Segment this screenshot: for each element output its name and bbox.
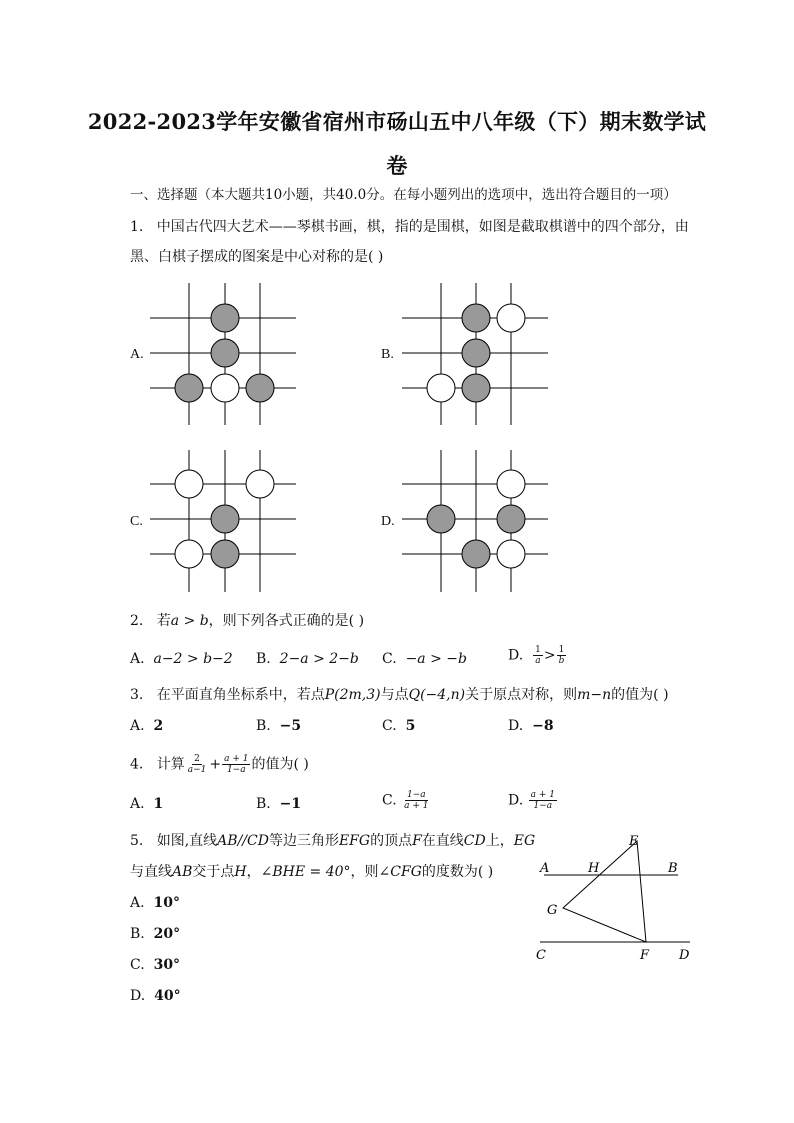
plus-sign: + <box>209 756 222 773</box>
white-stone <box>175 470 203 498</box>
black-stone <box>211 540 239 568</box>
q2-option-d[interactable] <box>508 645 567 666</box>
stem-math: AB//CD <box>217 833 269 849</box>
stem-math: F <box>412 833 422 849</box>
denominator: a + 1 <box>404 801 429 811</box>
stem-text: 在直线 <box>421 833 464 849</box>
stem-text: 关于原点对称，则 <box>465 687 578 703</box>
question-number: 4. <box>130 756 144 773</box>
option-text: −5 <box>279 718 302 734</box>
fraction <box>402 790 430 811</box>
white-stone <box>175 540 203 568</box>
black-stone <box>246 374 274 402</box>
q4-option-a[interactable] <box>130 795 163 813</box>
q5-option-b[interactable] <box>130 925 180 943</box>
question-2-stem <box>130 612 364 630</box>
white-stone <box>427 374 455 402</box>
option-text: 5 <box>405 718 416 734</box>
stem-math: H <box>234 864 247 880</box>
q2-option-c[interactable] <box>382 650 467 668</box>
white-stone <box>497 304 525 332</box>
denominator: 1−a <box>533 801 553 811</box>
denominator: a−1 <box>187 765 207 775</box>
stem-text: 交于点 <box>192 864 235 880</box>
stem-text: ，则下列各式正确的是( ) <box>208 613 365 629</box>
option-text: 1 <box>153 796 164 812</box>
label-g: G <box>547 903 558 918</box>
option-label: B. <box>130 926 145 942</box>
q1-option-b-label[interactable]: B. <box>381 347 394 362</box>
option-label: A. <box>130 895 145 911</box>
q2-option-b[interactable] <box>256 650 359 668</box>
black-stone <box>462 339 490 367</box>
numerator: 2 <box>194 754 200 764</box>
stem-math: ∠CFG <box>378 864 422 880</box>
label-a: A <box>540 861 550 876</box>
stem-text: 的顶点 <box>370 833 413 849</box>
label-h: H <box>588 861 600 876</box>
option-label: C. <box>130 957 145 973</box>
stem-math: AB <box>172 864 193 880</box>
q1-option-c-label[interactable]: C. <box>130 514 143 529</box>
q4-option-d[interactable] <box>508 790 558 811</box>
q1-option-a-label[interactable]: A. <box>130 347 144 362</box>
stem-text: 的度数为( ) <box>421 864 494 880</box>
option-label: D. <box>130 988 146 1004</box>
white-stone <box>246 470 274 498</box>
option-label: B. <box>256 651 271 667</box>
stem-text: 若 <box>156 613 171 629</box>
stem-math: a > b <box>170 613 209 629</box>
question-3-stem <box>130 686 669 704</box>
black-stone <box>211 304 239 332</box>
black-stone <box>175 374 203 402</box>
stem-text: 的值为( ) <box>251 756 309 773</box>
stem-math: EG <box>513 833 536 849</box>
black-stone <box>211 339 239 367</box>
option-label: A. <box>130 796 145 812</box>
question-4-stem <box>130 754 309 775</box>
stem-math: CD <box>463 833 486 849</box>
question-number: 2. <box>130 613 144 629</box>
fraction <box>529 790 557 811</box>
option-text: a−2 > b−2 <box>153 651 233 667</box>
option-text: 40° <box>154 988 181 1004</box>
denominator: b <box>558 656 565 666</box>
q5-option-d[interactable] <box>130 987 181 1005</box>
question-1-text-line-2: 黑、白棋子摆成的图案是中心对称的是( ) <box>130 249 384 265</box>
stem-text: ， <box>246 864 261 880</box>
option-label: D. <box>508 647 524 664</box>
go-board-a <box>150 283 296 425</box>
stem-math: m−n <box>577 687 612 703</box>
label-d: D <box>679 948 690 963</box>
relation: > <box>543 647 556 664</box>
option-label: C. <box>382 718 397 734</box>
option-text: −1 <box>279 796 302 812</box>
fraction <box>533 645 543 666</box>
q3-option-a[interactable] <box>130 717 163 735</box>
option-text: −a > −b <box>405 651 467 667</box>
fraction <box>186 754 209 775</box>
stem-math: EFG <box>338 833 371 849</box>
numerator: a + 1 <box>530 790 555 800</box>
stem-text: 如图,直线 <box>156 833 218 849</box>
label-b: B <box>668 861 678 876</box>
label-e: E <box>629 834 639 849</box>
q5-option-a[interactable] <box>130 894 180 912</box>
black-stone <box>497 505 525 533</box>
label-c: C <box>536 948 546 963</box>
geometry-figure <box>528 828 698 968</box>
option-text: 20° <box>153 926 181 942</box>
white-stone <box>211 374 239 402</box>
option-text: 30° <box>153 957 181 973</box>
option-label: A. <box>130 718 145 734</box>
numerator: 1 <box>535 645 541 655</box>
option-text: 2−a > 2−b <box>279 651 359 667</box>
numerator: 1 <box>558 645 565 655</box>
question-number: 3. <box>130 687 144 703</box>
stem-math: ∠BHE = 40° <box>260 864 351 880</box>
black-stone <box>427 505 455 533</box>
stem-text: 在平面直角坐标系中，若点 <box>156 687 325 703</box>
page-title <box>60 100 734 188</box>
question-number: 1. <box>130 219 144 235</box>
numerator: 1−a <box>406 790 426 800</box>
black-stone <box>462 304 490 332</box>
option-text: 2 <box>153 718 164 734</box>
q1-option-d-label[interactable]: D. <box>381 514 395 529</box>
black-stone <box>462 540 490 568</box>
fraction <box>557 645 567 666</box>
denominator: a <box>535 656 541 666</box>
option-text: −8 <box>532 718 554 734</box>
q4-option-c[interactable] <box>382 790 431 811</box>
stem-text: ，则 <box>350 864 379 880</box>
title-line-2: 卷 <box>386 153 408 178</box>
stem-text: 的值为( ) <box>611 687 669 703</box>
fraction <box>222 754 250 775</box>
stem-text: 计算 <box>156 756 185 773</box>
q2-option-a[interactable] <box>130 650 233 668</box>
q3-option-c[interactable] <box>382 717 415 735</box>
question-1-text-line-1 <box>130 218 689 236</box>
q3-option-d[interactable] <box>508 717 554 735</box>
black-stone <box>462 374 490 402</box>
q3-option-b[interactable] <box>256 717 301 735</box>
question-5-stem-line-1 <box>130 832 535 850</box>
option-label: D. <box>508 792 524 809</box>
option-label: C. <box>382 651 397 667</box>
option-label: C. <box>382 792 397 809</box>
stem-text: 与直线 <box>130 864 172 880</box>
section-heading: 一、选择题（本大题共10小题，共40.0分。在每小题列出的选项中，选出符合题目的一项） <box>130 187 677 203</box>
q5-option-c[interactable] <box>130 956 180 974</box>
go-board-d <box>402 450 548 592</box>
white-stone <box>497 540 525 568</box>
white-stone <box>497 470 525 498</box>
q4-option-b[interactable] <box>256 795 301 813</box>
option-label: B. <box>256 796 271 812</box>
denominator: 1−a <box>226 765 246 775</box>
option-label: A. <box>130 651 145 667</box>
point-q: Q(−4,n) <box>408 687 466 703</box>
question-5-stem-line-2 <box>130 863 493 881</box>
option-label: B. <box>256 718 271 734</box>
black-stone <box>211 505 239 533</box>
stem-text: 上， <box>485 833 514 849</box>
option-label: D. <box>508 718 524 734</box>
question-stem: 中国古代四大艺术——琴棋书画，棋，指的是围棋，如图是截取棋谱中的四个部分，由 <box>156 219 689 235</box>
stem-text: 与点 <box>380 687 409 703</box>
numerator: a + 1 <box>224 754 249 764</box>
go-board-c <box>150 450 296 592</box>
title-line-1: 2022-2023学年安徽省宿州市砀山五中八年级（下）期末数学试 <box>87 109 707 134</box>
stem-text: 等边三角形 <box>268 833 339 849</box>
label-f: F <box>640 948 650 963</box>
go-board-b <box>402 283 548 425</box>
option-text: 10° <box>153 895 180 911</box>
point-p: P(2m,3) <box>324 687 381 703</box>
triangle-efg <box>563 841 646 942</box>
question-number: 5. <box>130 833 144 849</box>
